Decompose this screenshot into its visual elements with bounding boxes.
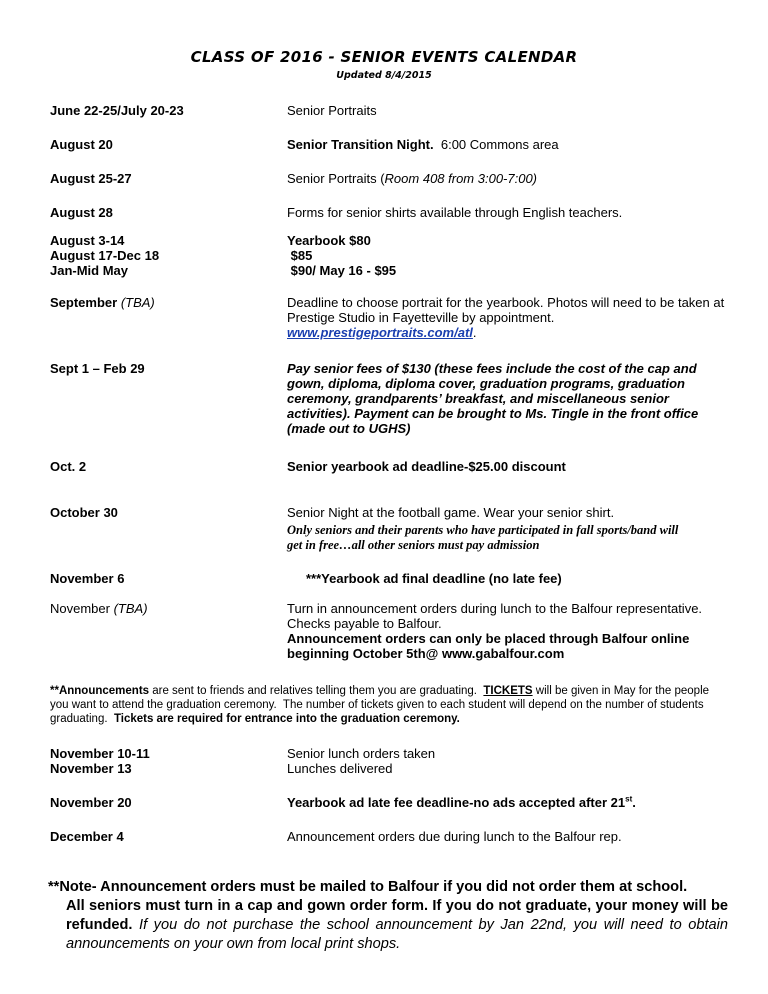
- footer-line1: **Note- Announcement orders must be mailed to Balfour if you did not order them at school.: [48, 879, 688, 895]
- note-text: are sent to friends and relatives telling them you are graduating.: [149, 685, 484, 697]
- note-tickets: TICKETS: [483, 685, 533, 697]
- note-bold: Tickets are required for entrance into the graduation ceremony.: [113, 713, 460, 725]
- event-desc-rest: 6:00 Commons area: [433, 137, 559, 152]
- event-desc: ***Yearbook ad final deadline (no late fee): [306, 571, 562, 586]
- event-date: [50, 233, 280, 278]
- event-desc-bold: Senior Transition Night.: [287, 137, 434, 152]
- event-date: [50, 746, 280, 776]
- event-desc-period: .: [472, 325, 477, 340]
- event-desc-line: Senior lunch orders taken: [287, 746, 436, 761]
- event-date: August 20: [50, 137, 113, 152]
- event-date-line: November 10-11: [50, 746, 150, 761]
- event-desc: [287, 233, 727, 278]
- event-date-line: November 13: [50, 761, 132, 776]
- price-line: $85: [287, 248, 313, 263]
- event-date-tba: (TBA): [117, 295, 155, 310]
- event-desc: [287, 171, 727, 186]
- event-desc: Pay senior fees of $130 (these fees include the cost of the cap and gown, diploma, diploma cover, graduation programs, graduation ceremony, grandparents’ breakfast, and miscellaneous senior activities). Payment can be brought to Ms. Tingle in the front office (made out to UGHS): [287, 361, 699, 436]
- event-date: November 6: [50, 571, 125, 586]
- event-date-text: September: [50, 295, 118, 310]
- event-date-line: August 3-14: [50, 233, 125, 248]
- event-desc-text: Deadline to choose portrait for the yearbook. Photos will need to be taken at Prestige Studio in Fayetteville by appointment.: [287, 295, 725, 325]
- event-date-text: November: [50, 601, 110, 616]
- event-desc: Senior Portraits: [287, 103, 377, 118]
- announcement-note: [50, 684, 725, 726]
- event-date-tba: (TBA): [109, 601, 148, 616]
- price-line: $90/ May 16 - $95: [287, 263, 397, 278]
- event-desc: [287, 795, 727, 810]
- event-date-line: Jan-Mid May: [50, 263, 129, 278]
- event-desc-bold: Announcement orders can only be placed through Balfour online beginning October 5th@ www.gabalfour.com: [287, 631, 690, 661]
- event-date: [50, 601, 280, 616]
- prestige-link[interactable]: www.prestigeportraits.com/atl: [287, 325, 473, 340]
- event-date: Sept 1 – Feb 29: [50, 361, 145, 376]
- event-note: Only seniors and their parents who have participated in fall sports/band will get in free…all other seniors must pay admission: [287, 523, 679, 552]
- footer-italic: If you do not purchase the school announcement by Jan 22nd, you will need to obtain announcements on your own from local print shops.: [66, 917, 728, 952]
- footer-note: [48, 878, 728, 954]
- event-desc-pre: Senior Portraits (: [287, 171, 385, 186]
- event-desc-line: Lunches delivered: [287, 761, 393, 776]
- event-date: Oct. 2: [50, 459, 87, 474]
- footer-bold: All seniors must turn in a cap and gown order form. If you do not graduate, your money will be refunded.: [66, 898, 728, 933]
- event-desc: [287, 137, 727, 152]
- event-desc-text: Yearbook ad late fee deadline-no ads accepted after 21: [287, 795, 626, 810]
- note-text: will be given in May for the people you want to attend the graduation ceremony. The number of tickets given to each student will depend on the number of students graduating.: [50, 685, 713, 725]
- note-bold: **Announcements: [50, 685, 150, 697]
- event-desc-text: Turn in announcement orders during lunch to the Balfour representative. Checks payable to Balfour.: [287, 601, 703, 631]
- price-line: Yearbook $80: [287, 233, 371, 248]
- page-title: CLASS OF 2016 - SENIOR EVENTS CALENDAR: [190, 48, 578, 66]
- event-desc: Forms for senior shirts available through English teachers.: [287, 205, 623, 220]
- event-desc: Announcement orders due during lunch to the Balfour rep.: [287, 829, 622, 844]
- event-date: November 20: [50, 795, 132, 810]
- updated-date: Updated 8/4/2015: [336, 70, 432, 81]
- event-date: June 22-25/July 20-23: [50, 103, 184, 118]
- event-desc: Senior yearbook ad deadline-$25.00 discount: [287, 459, 566, 474]
- event-date: August 25-27: [50, 171, 132, 186]
- event-desc: [287, 295, 727, 340]
- event-date: August 28: [50, 205, 113, 220]
- event-date: [50, 295, 280, 310]
- event-desc-after: .: [632, 795, 636, 810]
- event-desc-italic: Room 408 from 3:00-7:00): [384, 171, 538, 186]
- event-desc: [287, 601, 727, 661]
- event-desc-sup: st: [625, 794, 633, 804]
- event-desc-text: Senior Night at the football game. Wear your senior shirt.: [287, 505, 615, 520]
- event-desc: [287, 505, 727, 553]
- event-date: December 4: [50, 829, 124, 844]
- footer-line2: [48, 897, 728, 954]
- event-date: October 30: [50, 505, 118, 520]
- event-date-line: August 17-Dec 18: [50, 248, 160, 263]
- event-desc: [287, 746, 727, 776]
